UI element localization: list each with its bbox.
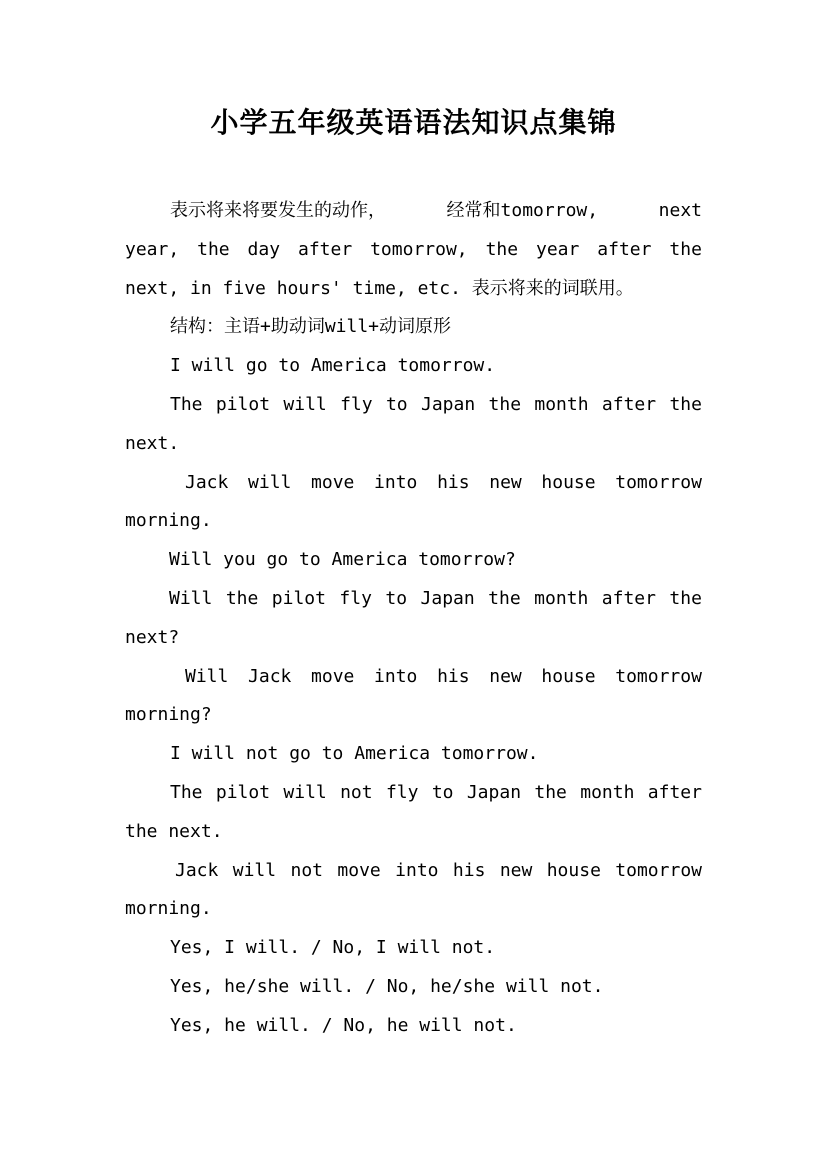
word: not <box>340 781 373 803</box>
word: the <box>669 587 702 609</box>
negative-sentence-1: I will not go to America tomorrow. <box>170 743 539 765</box>
intro-line-2 <box>125 231 702 270</box>
word: to <box>385 587 408 609</box>
word: the <box>669 238 702 260</box>
short-answer-1: Yes, I will. / No, I will not. <box>170 937 496 959</box>
word: into <box>395 859 439 881</box>
word: after <box>601 393 657 415</box>
word: pilot <box>271 587 326 609</box>
word: after <box>597 238 652 260</box>
word: Japan <box>420 393 476 415</box>
word: his <box>452 859 486 881</box>
word: his <box>437 471 470 493</box>
word: not <box>290 859 324 881</box>
example-sentence-2-line-2: next. <box>125 432 180 454</box>
word: new <box>489 665 522 687</box>
word: the <box>485 238 519 260</box>
structure-line: 结构：主语+助动词will+动词原形 <box>170 316 452 338</box>
word: tomorrow, <box>370 238 468 260</box>
word: fly <box>385 781 419 803</box>
word: house <box>541 665 596 687</box>
word: month <box>534 587 589 609</box>
short-answer-2: Yes, he/she will. / No, he/she will not. <box>170 975 604 997</box>
negative-sentence-2-line-1 <box>125 774 702 813</box>
word: into <box>374 471 418 493</box>
word: tomorrow <box>615 471 702 493</box>
word: Jack <box>175 859 219 881</box>
word: the <box>225 587 259 609</box>
word: next <box>658 200 702 221</box>
word: house <box>541 471 596 493</box>
question-sentence-3-line-2: morning? <box>125 704 212 726</box>
word: fly <box>340 393 373 415</box>
word: The <box>170 781 203 803</box>
word: Jack <box>185 471 229 493</box>
word: month <box>534 393 589 415</box>
question-sentence-3-line-1 <box>125 658 702 697</box>
word: year, <box>125 238 180 260</box>
word: The <box>170 393 203 415</box>
word: move <box>311 471 355 493</box>
word: move <box>311 665 355 687</box>
example-sentence-1: I will go to America tomorrow. <box>170 355 496 377</box>
document-body <box>125 192 702 1046</box>
word: house <box>546 859 601 881</box>
word: will <box>283 393 327 415</box>
word: new <box>489 471 522 493</box>
question-sentence-2-line-1 <box>125 580 702 619</box>
word: tomorrow <box>615 665 702 687</box>
word: Jack <box>248 665 292 687</box>
word: pilot <box>215 393 271 415</box>
word: Will <box>185 665 229 687</box>
intro-line-1 <box>125 192 702 231</box>
word: the <box>488 587 521 609</box>
word: Japan <box>420 587 475 609</box>
negative-sentence-3-line-1 <box>125 852 702 891</box>
question-sentence-1: Will you go to America tomorrow? <box>169 549 516 571</box>
word: to <box>385 393 408 415</box>
word: his <box>437 665 470 687</box>
word: new <box>499 859 533 881</box>
example-sentence-2-line-1 <box>125 386 702 425</box>
negative-sentence-2-line-2: the next. <box>125 820 223 842</box>
word: pilot <box>215 781 271 803</box>
word: move <box>337 859 381 881</box>
word: will <box>232 859 277 881</box>
word: 经常和tomorrow, <box>446 200 599 221</box>
word: year <box>536 238 580 260</box>
word: 表示将来将要发生的动作， <box>170 200 386 221</box>
word: the <box>669 393 702 415</box>
word: after <box>601 587 656 609</box>
word: the <box>488 393 522 415</box>
word: after <box>647 781 702 803</box>
negative-sentence-3-line-2: morning. <box>125 898 212 920</box>
word: Japan <box>466 781 522 803</box>
question-sentence-2-line-2: next? <box>125 626 180 648</box>
word: the <box>197 238 230 260</box>
word: the <box>534 781 567 803</box>
word: Will <box>169 587 213 609</box>
word: into <box>374 665 418 687</box>
word: fly <box>339 587 372 609</box>
word: month <box>580 781 635 803</box>
word: tomorrow <box>615 859 702 881</box>
word: will <box>283 781 327 803</box>
intro-line-3: next, in five hours' time, etc. 表示将来的词联用。 <box>125 277 634 299</box>
page-title: 小学五年级英语语法知识点集锦 <box>210 106 617 139</box>
word: day <box>247 238 281 260</box>
word: will <box>248 471 292 493</box>
word: to <box>431 781 454 803</box>
example-sentence-3-line-1 <box>125 464 702 503</box>
example-sentence-3-line-2: morning. <box>125 510 212 532</box>
word: after <box>297 238 353 260</box>
short-answer-3: Yes, he will. / No, he will not. <box>170 1014 517 1036</box>
